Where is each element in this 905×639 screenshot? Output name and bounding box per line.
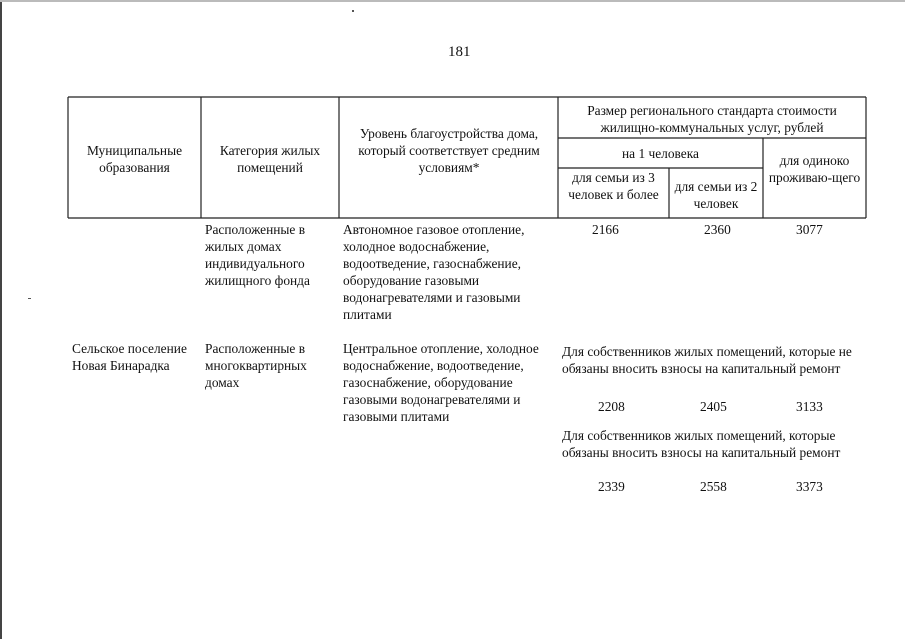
header-family-2: для семьи из 2 человек [674,179,758,211]
row1-value-family2: 2360 [704,222,731,237]
page-number: 181 [448,44,471,60]
header-level: Уровень благоустройства дома, который соответствует средним условиям* [358,126,540,175]
row2-group2-note: Для собственников жилых помещений, которые обязаны вносить взносы на капитальный ремонт [562,428,841,460]
row1-level: Автономное газовое отопление, холодное водоснабжение, водоотведение, газоснабжение, оборудование газовыми водонагревателями и газовыми плитами [343,222,525,322]
row2-group1-value-single: 3133 [796,399,823,414]
row1-category: Расположенные в жилых домах индивидуального жилищного фонда [205,222,310,288]
row2-group2-value-family2: 2558 [700,479,727,494]
municipality-name: Сельское поселение Новая Бинарадка [72,341,187,373]
row1-value-single: 3077 [796,222,823,237]
row2-category: Расположенные в многоквартирных домах [205,341,307,390]
row2-group1-value-family2: 2405 [700,399,727,414]
row2-group2-value-family3: 2339 [598,479,625,494]
header-single: для одиноко проживаю-щего [768,153,861,185]
header-municipality: Муниципальные образования [86,143,183,175]
row2-group1-value-family3: 2208 [598,399,625,414]
header-family-3: для семьи из 3 человек и более [568,170,659,202]
header-category: Категория жилых помещений [219,143,321,175]
header-standard-title: Размер регионального стандарта стоимости жилищно-коммунальных услуг, рублей [587,103,837,135]
header-per-person: на 1 человека [622,146,699,161]
row1-value-family3: 2166 [592,222,619,237]
row2-group2-value-single: 3373 [796,479,823,494]
row2-level: Центральное отопление, холодное водоснабжение, водоотведение, газоснабжение, оборудование газовыми водонагревателями и газовыми плитами [343,341,539,424]
row2-group1-note: Для собственников жилых помещений, которые не обязаны вносить взносы на капитальный ремонт [562,344,852,376]
